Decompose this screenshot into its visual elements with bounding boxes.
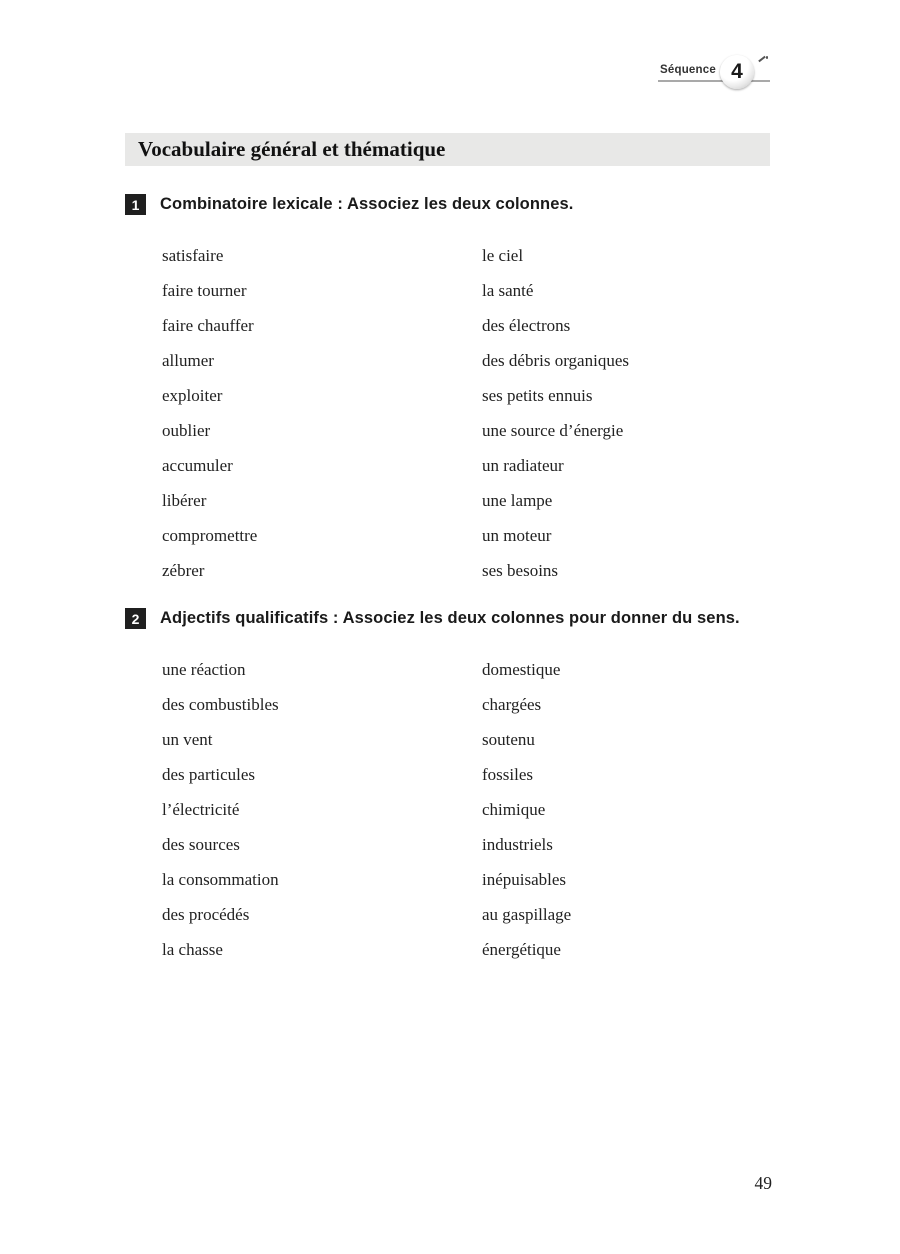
right-word: inépuisables [482,869,567,889]
sequence-number: 4 [731,60,743,83]
left-word: un vent [162,729,213,749]
left-word: compromettre [162,525,258,545]
exercise-1 [125,194,775,588]
left-word: la consommation [162,869,279,889]
left-word: oublier [162,420,211,440]
right-word: au gaspillage [482,904,572,924]
exercise-number-badge: 2 [125,608,146,629]
word-pair-row [162,757,775,792]
exercise-title: Combinatoire lexicale : Associez les deux colonnes. [160,195,574,213]
word-pair-list [162,238,775,588]
word-pair-row [162,518,775,553]
word-pair-row [162,687,775,722]
left-word: des sources [162,834,240,854]
left-word: l’électricité [162,799,240,819]
sequence-divider-line [658,80,770,82]
word-pair-row [162,862,775,897]
word-pair-row [162,722,775,757]
word-pair-row [162,343,775,378]
section-header-bar [125,133,770,166]
right-word: énergétique [482,939,561,959]
exercise-title-row [125,194,775,215]
left-word: la chasse [162,939,223,959]
left-word: une réaction [162,659,246,679]
sequence-number-badge [720,55,754,89]
right-word: ses besoins [482,560,559,580]
left-word: satisfaire [162,245,224,265]
word-pair-row [162,238,775,273]
exercise-title-row [125,608,775,629]
left-word: des combustibles [162,694,279,714]
right-word: la santé [482,280,534,300]
word-pair-row [162,792,775,827]
exercise-number-badge: 1 [125,194,146,215]
word-pair-list [162,652,775,967]
right-word: des électrons [482,315,571,335]
word-pair-row [162,413,775,448]
left-word: zébrer [162,560,205,580]
left-word: allumer [162,350,214,370]
right-word: un radiateur [482,455,564,475]
word-pair-row [162,553,775,588]
left-word: accumuler [162,455,233,475]
right-word: fossiles [482,764,533,784]
sequence-tab [658,55,772,93]
pen-icon [756,56,768,68]
left-word: faire chauffer [162,315,254,335]
right-word: chimique [482,799,546,819]
right-word: chargées [482,694,542,714]
right-word: ses petits ennuis [482,385,593,405]
right-word: une source d’énergie [482,420,624,440]
page-number: 49 [754,1173,772,1193]
left-word: faire tourner [162,280,247,300]
right-word: un moteur [482,525,552,545]
word-pair-row [162,273,775,308]
word-pair-row [162,483,775,518]
left-word: des procédés [162,904,250,924]
left-word: des particules [162,764,255,784]
right-word: le ciel [482,245,524,265]
word-pair-row [162,652,775,687]
exercise-2 [125,608,775,967]
sequence-label: Séquence [660,64,716,76]
word-pair-row [162,448,775,483]
right-word: industriels [482,834,553,854]
right-word: une lampe [482,490,553,510]
word-pair-row [162,827,775,862]
word-pair-row [162,378,775,413]
right-word: soutenu [482,729,535,749]
left-word: libérer [162,490,207,510]
left-word: exploiter [162,385,223,405]
right-word: domestique [482,659,561,679]
section-title: Vocabulaire général et thématique [138,137,446,161]
right-word: des débris organiques [482,350,629,370]
exercise-title: Adjectifs qualificatifs : Associez les deux colonnes pour donner du sens. [160,609,740,627]
word-pair-row [162,897,775,932]
word-pair-row [162,308,775,343]
word-pair-row [162,932,775,967]
